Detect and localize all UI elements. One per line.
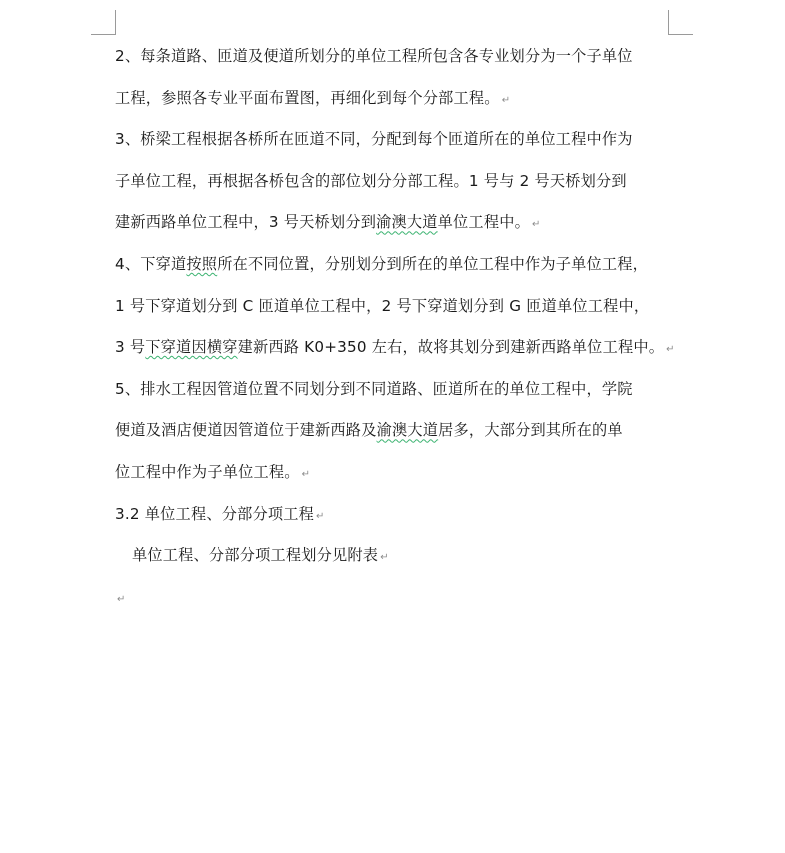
- paragraph-mark-icon: ↵: [531, 219, 541, 231]
- text-segment: 所在不同位置，分别划分到所在的单位工程中作为子单位工程，: [217, 254, 649, 273]
- text-line: [115, 161, 675, 203]
- text-segment: 单位工程中。: [437, 213, 530, 232]
- text-segment: 建新西路 K0+350 左右，故将其划分到建新西路单位工程中。: [237, 338, 665, 357]
- text-segment: 3、桥梁工程根据各桥所在匝道不同，分配到每个匝道所在的单位工程中作为: [115, 130, 633, 149]
- paragraph-mark-icon: ↵: [316, 510, 325, 522]
- paragraph-mark-icon: ↵: [501, 94, 511, 106]
- paragraph-mark-icon: ↵: [666, 344, 675, 356]
- text-segment: 3.2 单位工程、分部分项工程: [115, 504, 315, 523]
- margin-corner-top-right: [668, 10, 693, 35]
- text-segment: 建新西路单位工程中，3 号天桥划分到: [115, 213, 377, 232]
- text-line: [115, 452, 675, 494]
- text-line: [115, 36, 675, 78]
- text-segment: 工程，参照各专业平面布置图，再细化到每个分部工程。: [115, 88, 500, 107]
- paragraph-mark-icon: ↵: [380, 552, 389, 564]
- text-line: [115, 410, 675, 452]
- text-segment: 4、下穿道: [115, 254, 187, 273]
- text-line: [115, 202, 675, 244]
- text-line: [115, 78, 675, 120]
- text-line: [115, 535, 675, 577]
- text-line: [115, 494, 675, 536]
- spellcheck-flagged-text: 渝澳大道: [376, 421, 439, 440]
- spellcheck-flagged-text: 按照: [186, 254, 218, 273]
- text-segment: 居多，大部分到其所在的单: [438, 421, 623, 440]
- text-segment: 位工程中作为子单位工程。: [115, 462, 300, 481]
- text-line: [115, 577, 675, 619]
- text-line: [115, 244, 675, 286]
- text-line: [115, 369, 675, 411]
- spellcheck-flagged-text: 下穿道因横穿: [145, 338, 238, 357]
- text-segment: 5、排水工程因管道位置不同划分到不同道路、匝道所在的单位工程中，学院: [115, 379, 633, 398]
- paragraph-mark-icon: ↵: [117, 593, 126, 605]
- spellcheck-flagged-text: 渝澳大道: [376, 213, 438, 232]
- text-line: [115, 327, 675, 369]
- text-line: [115, 119, 675, 161]
- text-segment: 便道及酒店便道因管道位于建新西路及: [115, 421, 377, 440]
- text-segment: 2、每条道路、匝道及便道所划分的单位工程所包含各专业划分为一个子单位: [115, 47, 633, 65]
- text-line: [115, 286, 675, 328]
- margin-corner-top-left: [91, 10, 116, 35]
- document-body[interactable]: [115, 36, 675, 618]
- text-segment: 单位工程、分部分项工程划分见附表: [132, 546, 379, 565]
- text-segment: 1 号下穿道划分到 C 匝道单位工程中，2 号下穿道划分到 G 匝道单位工程中，: [115, 296, 650, 315]
- text-segment: 3 号: [115, 338, 146, 357]
- paragraph-mark-icon: ↵: [301, 468, 311, 480]
- text-segment: 子单位工程，再根据各桥包含的部位划分分部工程。1 号与 2 号天桥划分到: [115, 171, 627, 190]
